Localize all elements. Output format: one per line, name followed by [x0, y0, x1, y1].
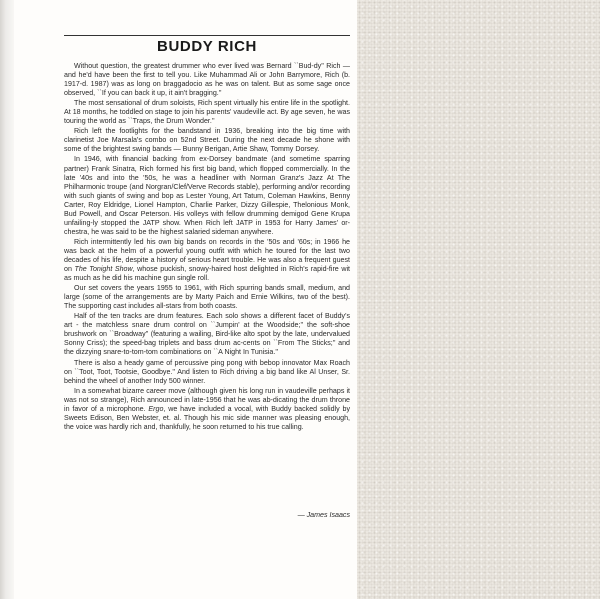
paragraph-text: , we have included a vocal, with Buddy backed solidly by Sweets Edison, Ben Webster, et. al. Though his mic side manner was pleasing enough, the voice was hardly rich and, thankfully, he soon returned to his true calling.: [64, 404, 350, 431]
italic-title-text: Ergo: [148, 404, 164, 413]
paragraph-text: , whose puckish, snowy-haired host delighted in Rich's rapid-fire wit as much as he did his machine gun single roll.: [64, 265, 350, 283]
body-paragraph: [64, 284, 350, 311]
body-paragraph: [64, 99, 350, 126]
liner-notes-body: [64, 62, 350, 433]
paragraph-text: Without question, the greatest drummer who ever lived was Bernard ``Bud-dy'' Rich — and he'd have been the first to tell you. Like Muhammad Ali or John Barrymore, Rich (b. 1917-d. 1987) was as long on braggadocio as he was on talent. But as some sage once observed, ``If you can back it up, it ain't bragging.'': [64, 62, 350, 98]
paragraph-text: In a somewhat bizarre career move (although given his long run in vaudeville perhaps it was not so strange), Rich announced in late-1956 that he was ab-dicating the drum throne in favor of a microphone.: [64, 386, 350, 413]
body-paragraph: [64, 387, 350, 432]
paragraph-text: In 1946, with financial backing from ex-Dorsey bandmate (and sometime sparring partner) Frank Sinatra, Rich formed his first big band, which flopped commercially. In the late '40s and into the '50s, he was a headliner with Norman Granz's Jazz At The Philharmonic troupe (and Norgran/Clef/Verve Records stable), performing and/or recording with such giants of swing and bop as Lester Young, Art Tatum, Coleman Hawkins, Benny Carter, Roy Eldridge, Lionel Hampton, Charlie Parker, Dizzy Gillespie, Thelonious Monk, Bud Powell, and Oscar Peterson. His volleys with fellow drumming demigod Gene Krupa unfailing-ly stopped the JATP show. When Rich left JATP in 1953 for Harry James' or-chestra, he was said to be the highest salaried sideman anywhere.: [64, 155, 350, 236]
page-left-edge-shadow: [0, 0, 14, 599]
body-paragraph: [64, 62, 350, 98]
textured-right-panel: [357, 0, 600, 599]
paragraph-text: Rich intermittently led his own big bands on records in the '50s and '60s; in 1966 he was back at the helm of a powerful young outfit with which he toured for the last two decades of his life, despite a history of serious heart trouble. He was also a frequent guest on: [64, 237, 350, 274]
paragraph-text: Rich left the footlights for the bandstand in 1936, breaking into the big time with clarinetist Joe Marsala's combo on 52nd Street. During the next decade he shone with some of the brightest swing bands — Bunny Berigan, Artie Shaw, Tommy Dorsey.: [64, 127, 350, 154]
body-paragraph: [64, 155, 350, 236]
author-credit: — James Isaacs: [297, 511, 350, 519]
paragraph-text: There is also a heady game of percussive ping pong with bebop innovator Max Roach on ``Toot, Toot, Tootsie, Goodbye.'' And listen to Rich driving a big band like Al Unser, Sr. behind the wheel of another Indy 500 winner.: [64, 358, 350, 385]
body-paragraph: [64, 359, 350, 386]
page-title: BUDDY RICH: [157, 38, 257, 55]
body-paragraph: [64, 312, 350, 357]
body-paragraph: [64, 238, 350, 283]
paragraph-text: Our set covers the years 1955 to 1961, with Rich spurring bands small, medium, and large (some of the arrangements are by Marty Paich and Ernie Wilkins, two of the best). The supporting cast includes all-stars from both coasts.: [64, 284, 350, 311]
body-paragraph: [64, 127, 350, 154]
paragraph-text: Half of the ten tracks are drum features. Each solo shows a different facet of Buddy's art - the matchless snare drum control on ``Jumpin' at the Woodside;'' the soft-shoe brushwork on ``Broadway'' (featuring a wailing, Bird-like alto spot by the late, undervalued Sonny Criss); the speed-bag triplets and bass drum ac-cents on ``From The Sticks;'' and the dizzying snare-to-tom-tom combinations on ``A Night In Tunisia.'': [64, 312, 350, 357]
paragraph-text: The most sensational of drum soloists, Rich spent virtually his entire life in the spotlight. At 18 months, he toddled on stage to join his parents' vaudeville act. By age seven, he was touring the world as ``Traps, the Drum Wonder.'': [64, 99, 350, 126]
italic-title-text: The Tonight Show: [74, 265, 133, 274]
